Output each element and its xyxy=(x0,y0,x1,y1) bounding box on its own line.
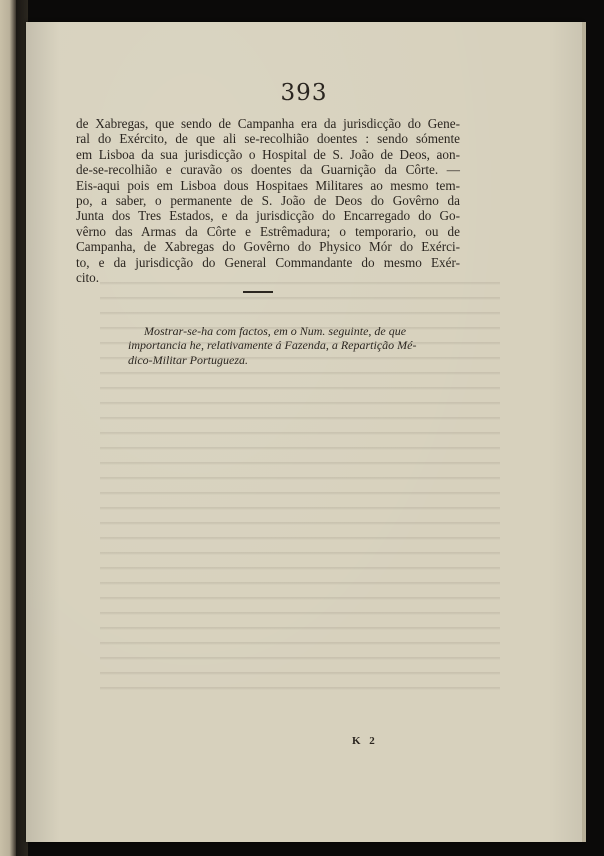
body-line: de-se-recolhião e curavão os doentes da Guarnição da Côrte. — xyxy=(76,162,460,178)
page-edge xyxy=(582,22,586,842)
body-line: Eis-aqui pois em Lisboa dous Hospitaes Militares ao mesmo tem- xyxy=(76,177,460,193)
note-line: Mostrar-se-ha com factos, em o Num. seguinte, de que xyxy=(144,324,407,338)
note-line: importancia he, relativamente á Fazenda, a Repartição Mé- xyxy=(128,338,417,353)
body-paragraph xyxy=(76,116,460,285)
body-line: em Lisboa da sua jurisdicção o Hospital de S. João de Deos, aon- xyxy=(76,146,460,162)
page-number: 393 xyxy=(280,80,328,106)
body-line: to, e da jurisdicção do General Commandante do mesmo Exér- xyxy=(76,254,460,270)
book-page xyxy=(26,22,582,842)
printer-signature-mark: K 2 xyxy=(352,735,378,747)
note-line: dico-Militar Portugueza. xyxy=(128,352,248,367)
body-line: po, a saber, o permanente de S. João de Deos do Govêrno da xyxy=(76,193,460,209)
body-line: cito. xyxy=(76,270,100,286)
section-divider xyxy=(243,291,273,293)
closing-note xyxy=(128,324,448,367)
body-line: vêrno das Armas da Côrte e Estrêmadura; o temporario, ou de xyxy=(76,223,460,239)
body-line: de Xabregas, que sendo de Campanha era da jurisdicção do Gene- xyxy=(76,116,460,131)
body-line: Junta dos Tres Estados, e da jurisdicção do Encarregado do Go- xyxy=(76,208,460,224)
body-line: Campanha, de Xabregas do Govêrno do Physico Mór do Exérci- xyxy=(76,239,460,255)
facing-page-edge xyxy=(0,0,16,856)
body-line: ral do Exército, de que ali se-recolhião doentes : sendo sómente xyxy=(76,131,460,147)
